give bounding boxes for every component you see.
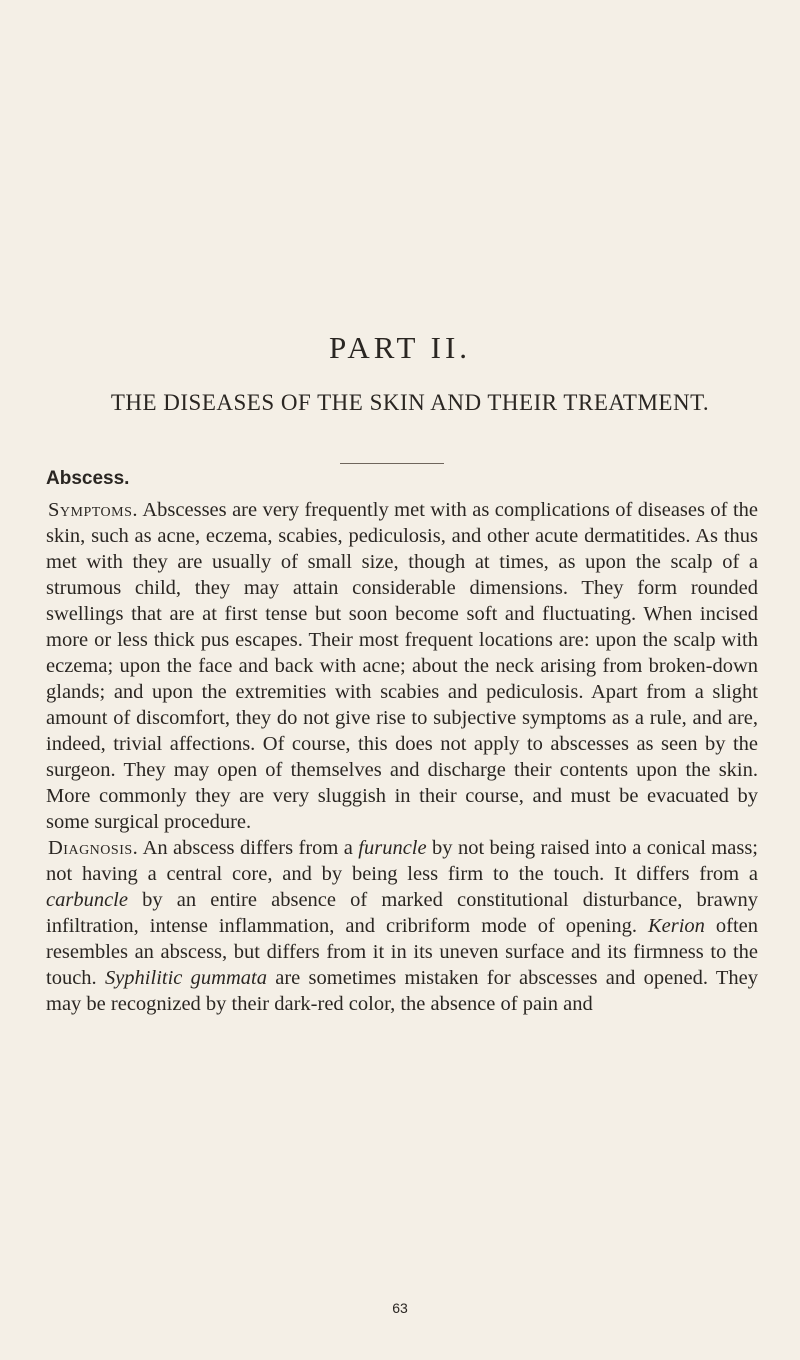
- diagnosis-label: Diagnosis.: [48, 837, 139, 859]
- term-syphilitic-gummata: Syphilitic gummata: [104, 967, 267, 989]
- section-divider: [340, 463, 444, 464]
- term-carbuncle: carbuncle: [46, 889, 128, 911]
- section-heading: Abscess.: [46, 468, 130, 489]
- diagnosis-text-3: by an entire absence of marked constitutional disturbance, brawny infiltration, intense inflammation, and cribriform mode of opening.: [46, 889, 758, 937]
- symptoms-label: Symptoms.: [48, 499, 139, 521]
- diagnosis-text-4: often resembles an abscess, but differs from it in its uneven surface and its firmness to the touch.: [46, 915, 758, 989]
- part-title: PART II.: [328, 330, 472, 365]
- diagnosis-text-5: are sometimes mistaken for abscesses and opened. They may be recognized by their dark-red color, the absence of pain and: [46, 967, 759, 1015]
- chapter-title: THE DISEASES OF THE SKIN AND THEIR TREATMENT.: [110, 390, 710, 415]
- body-text: [46, 497, 758, 1017]
- symptoms-text: Abscesses are very frequently met with as complications of diseases of the skin, such as acne, eczema, scabies, pediculosis, and other acute dermatitides. As thus met with they are usually of small size, though at times, as upon the scalp of a strumous child, they may attain considerable dimensions. They form rounded swellings that are at first tense but soon become soft and fluctuating. When incised more or less thick pus escapes. Their most frequent locations are: upon the scalp with eczema; upon the face and back with acne; about the neck arising from broken-down glands; and upon the extremities with scabies and pediculosis. Apart from a slight amount of discomfort, they do not give rise to subjective symptoms as a rule, and are, indeed, trivial affections. Of course, this does not apply to abscesses as seen by the surgeon. They may open of themselves and discharge their contents upon the skin. More commonly they are very sluggish in their course, and must be evacuated by some surgical procedure.: [46, 499, 759, 833]
- page-number: 63: [392, 1300, 408, 1316]
- diagnosis-paragraph: [46, 835, 758, 1017]
- diagnosis-text-2: by not being raised into a conical mass; not having a central core, and by being less firm to the touch. It differs from a: [46, 837, 759, 885]
- diagnosis-text-1: An abscess differs from a: [142, 837, 353, 859]
- term-furuncle: furuncle: [358, 837, 427, 859]
- term-kerion: Kerion: [647, 915, 705, 937]
- symptoms-paragraph: [46, 497, 758, 835]
